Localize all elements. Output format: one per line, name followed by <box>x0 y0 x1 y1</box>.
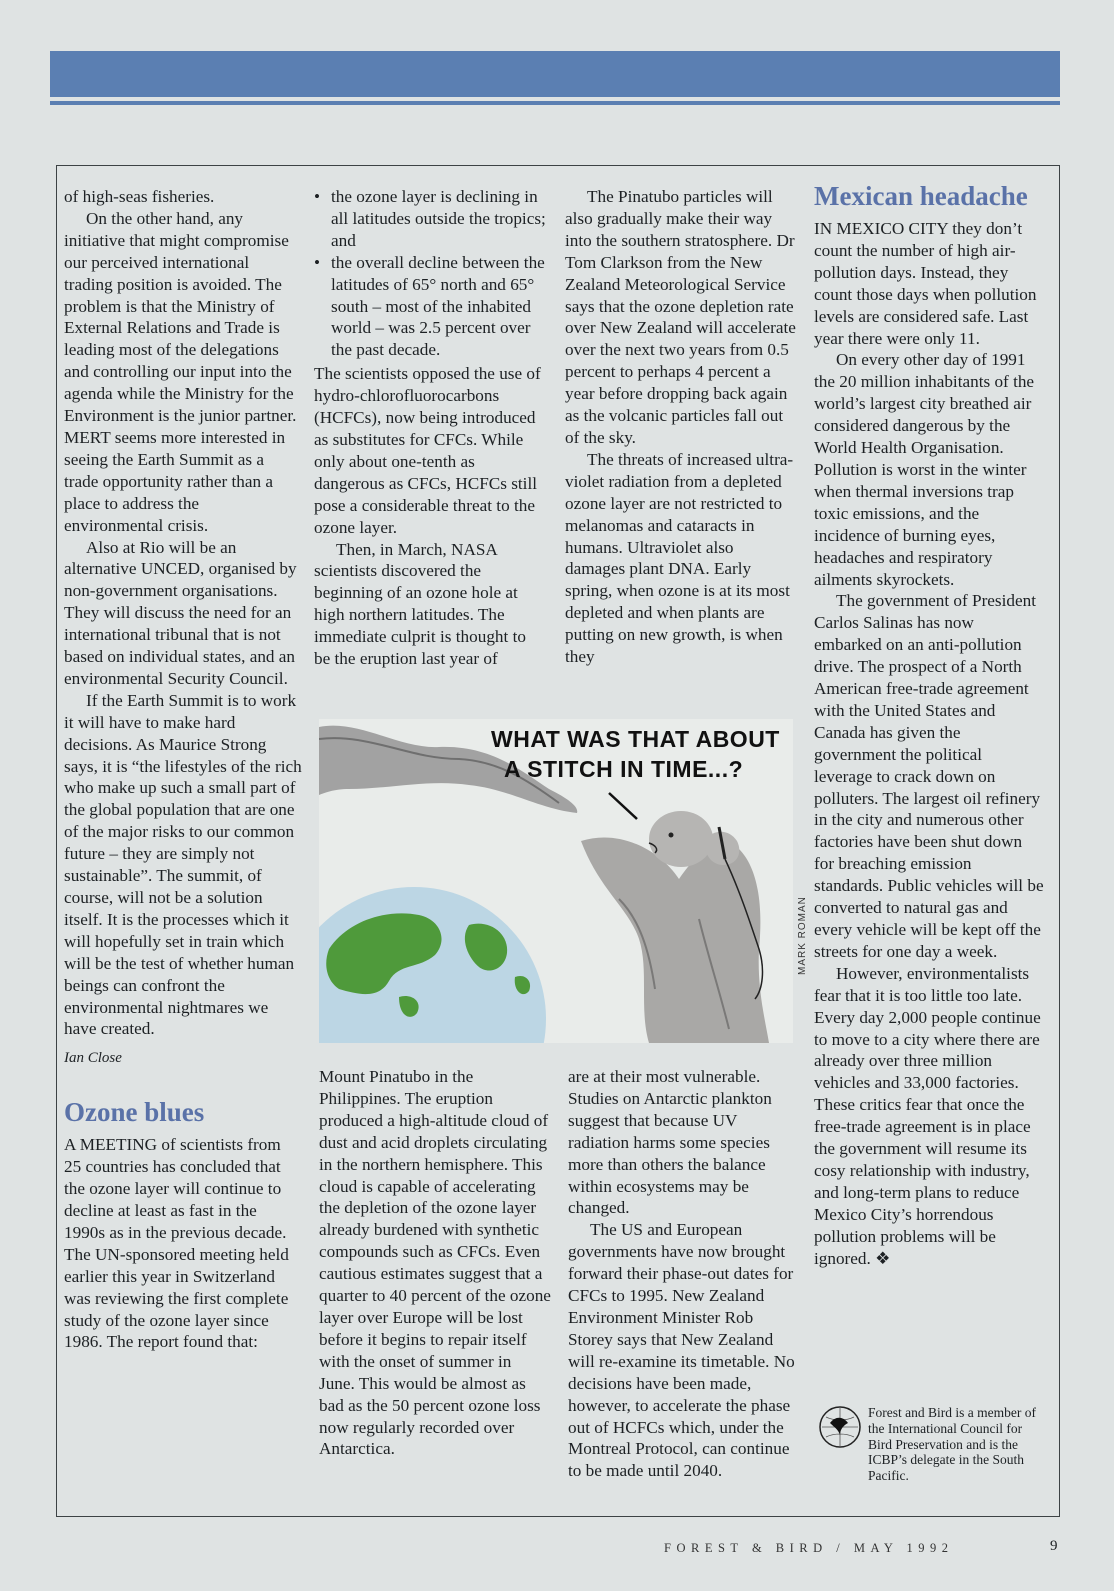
paragraph: Also at Rio will be an alternative UNCED, organised by non-government organisations. They will discuss the need for an international tribunal that is not based on individual states, and an environmental Security Council. <box>64 537 297 688</box>
paragraph <box>814 963 1044 1270</box>
column-2-lower <box>319 1066 551 1460</box>
publication-footer: FOREST & BIRD / MAY 1992 <box>664 1541 954 1555</box>
paragraph: A MEETING of scientists from 25 countries has concluded that the ozone layer will continue to decline at least as fast in the 1990s as in the previous decade. The UN-sponsored meeting held earlier this year in Switzerland was reviewing the first complete study of the ozone layer since 1986. The report found that: <box>64 1135 289 1352</box>
column-1 <box>64 186 302 1353</box>
column-2-upper <box>314 186 546 670</box>
cartoon-caption-line-1: WHAT WAS THAT ABOUT <box>491 726 780 752</box>
paragraph: The US and European governments have now brought forward their phase-out dates for CFCs to 1995. New Zealand Environment Minister Rob Storey says that New Zealand will re-examine its timetable. No decisions have been made, however, to accelerate the phase out of HCFCs which, under the Montreal Protocol, can continue to be made until 2040. <box>568 1220 795 1481</box>
paragraph: The threats of increased ultra-violet radiation from a depleted ozone layer are not restricted to melanomas and cataracts in humans. Ultraviolet also damages plant DNA. Early spring, when ozone is at its most depleted and when plants are putting on new growth, is when they <box>565 449 794 667</box>
paragraph-text: However, environmentalists fear that it is too little too late. Every day 2,000 people continue to move to a city where there are already over three million vehicles and 33,000 factories. These critics fear that once the free-trade agreement is in place the government will resume its cosy relationship with industry, and long-term plans to reduce Mexico City’s horrendous pollution problems will be ignored. <box>814 963 1041 1268</box>
paragraph: The Pinatubo particles will also gradually make their way into the southern stratosphere. Dr Tom Clarkson from the New Zealand Meteorological Service says that the ozone depletion rate over New Zealand will accelerate over the next two years from 0.5 percent to perhaps 4 percent a year before dropping back again as the volcanic particles fall out of the sky. <box>565 187 796 447</box>
cartoon-caption-line-2: A STITCH IN TIME...? <box>504 756 744 782</box>
author-byline: Ian Close <box>64 1050 122 1067</box>
icbp-logo-icon <box>818 1405 862 1449</box>
section-heading-ozone: Ozone blues <box>64 1097 205 1128</box>
list-item: • the overall decline between the latitudes of 65° north and 65° south – most of the inhabited world – was 2.5 percent over the past decade. <box>314 252 546 362</box>
cartoon-credit: MARK ROMAN <box>797 896 808 975</box>
header-banner <box>50 51 1060 97</box>
section-heading-mexican: Mexican headache <box>814 181 1028 211</box>
paragraph: The government of President Carlos Salinas has now embarked on an anti-pollution drive. The prospect of a North American free-trade agreement with the United States and Canada has given the government the political leverage to crack down on polluters. The largest oil refinery in the city and numerous other factories have been shut down for breaching emission standards. Public vehicles will be converted to natural gas and every vehicle will be kept off the streets for one day a week. <box>814 591 1044 961</box>
column-3-lower <box>568 1066 800 1482</box>
paragraph: The scientists opposed the use of hydro-chlorofluorocarbons (HCFCs), now being introduced as substitutes for CFCs. While only about one-tenth as dangerous as CFCs, HCFCs still pose a considerable threat to the ozone layer. <box>314 364 541 537</box>
paragraph: of high-seas fisheries. <box>64 187 215 206</box>
column-3-upper <box>565 186 797 668</box>
paragraph: IN MEXICO CITY they don’t count the number of high air-pollution days. Instead, they count those days when pollution levels are considered safe. Last year there were only 11. <box>814 219 1037 348</box>
paragraph: Then, in March, NASA scientists discovered the beginning of an ozone hole at high northern latitudes. The immediate culprit is thought to be the eruption last year of <box>314 539 526 669</box>
findings-list <box>314 186 546 361</box>
list-item: • the ozone layer is declining in all latitudes outside the tropics; and <box>314 186 546 252</box>
page-number: 9 <box>1050 1538 1058 1554</box>
paragraph: If the Earth Summit is to work it will have to make hard decisions. As Maurice Strong says, it is “the lifestyles of the rich who make up such a small part of the global population that are one of the major risks to our common future – they are simply not sustainable”. The summit, of course, will not be a solution itself. It is the processes which it will hopefully set in train which will be the test of whether human beings can confront the environmental nightmares we have created. <box>64 690 302 1039</box>
paragraph: are at their most vulnerable. Studies on Antarctic plankton suggest that because UV radiation harms some species more than others the balance within ecosystems may be changed. <box>568 1067 772 1218</box>
paragraph: On the other hand, any initiative that might compromise our perceived international trading position is avoided. The problem is that the Ministry of External Relations and Trade is leading most of the delegations and controlling our input into the agenda while the Ministry for the Environment is the junior partner. MERT seems more interested in seeing the Earth Summit as a trade opportunity rather than a place to address the environmental crisis. <box>64 208 297 535</box>
paragraph: On every other day of 1991 the 20 million inhabitants of the world’s largest city breathed air considered dangerous by the World Health Organisation. Pollution is worst in the winter when thermal inversions trap toxic emissions, and the incidence of burning eyes, headaches and respiratory ailments skyrockets. <box>814 350 1035 589</box>
column-4 <box>814 180 1044 1270</box>
paragraph: Mount Pinatubo in the Philippines. The eruption produced a high-altitude cloud of dust and acid droplets circulating in the northern hemisphere. This cloud is capable of accelerating the depletion of the ozone layer already burdened with synthetic compounds such as CFCs. Even cautious estimates suggest that a quarter to 40 percent of the ozone layer over Europe will be lost before it begins to repair itself with the onset of summer in June. This would be almost as bad as the 50 percent ozone loss now regularly recorded over Antarctica. <box>319 1067 551 1459</box>
header-rule <box>50 101 1060 105</box>
member-note: Forest and Bird is a member of the International Council for Bird Preservation and is the ICBP’s delegate in the South Pacific. <box>868 1405 1036 1484</box>
cartoon-illustration <box>319 719 793 1043</box>
end-mark-icon: ❖ <box>875 1248 891 1268</box>
